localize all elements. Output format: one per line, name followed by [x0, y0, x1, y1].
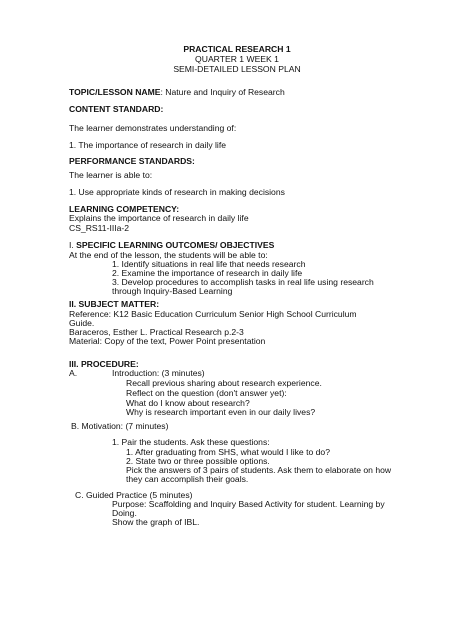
competency-text: Explains the importance of research in daily life [69, 213, 249, 223]
procedure-c-line-3: Show the graph of IBL. [112, 517, 200, 527]
quarter-week: QUARTER 1 WEEK 1 [195, 54, 279, 64]
objective-item-2: 2. Examine the importance of research in daily life [112, 268, 303, 278]
procedure-b-line-1: 1. Pair the students. Ask these questions: [112, 437, 270, 447]
procedure-c-line-2: Doing. [112, 508, 137, 518]
competency-code: CS_RS11-IIIa-2 [69, 223, 130, 233]
procedure-a-line-3: What do I know about research? [126, 398, 250, 408]
plan-type: SEMI-DETAILED LESSON PLAN [173, 64, 301, 74]
objectives-heading-line [69, 240, 274, 250]
subject-matter-line-2: Guide. [69, 318, 95, 328]
procedure-b-title: B. Motivation: (7 minutes) [71, 421, 169, 431]
objectives-intro: At the end of the lesson, the students will be able to: [69, 250, 268, 260]
content-standard-item: 1. The importance of research in daily life [69, 140, 226, 150]
procedure-a-line-1: Recall previous sharing about research experience. [126, 378, 322, 388]
objective-item-3-cont: through Inquiry-Based Learning [112, 286, 233, 296]
procedure-b-line-3: 2. State two or three possible options. [126, 456, 270, 466]
subject-matter-line-1: Reference: K12 Basic Education Curriculum Senior High School Curriculum [69, 309, 357, 319]
performance-standards-item: 1. Use appropriate kinds of research in making decisions [69, 187, 285, 197]
subject-matter-line-3: Baraceros, Esther L. Practical Research p.2-3 [69, 327, 244, 337]
objective-item-1: 1. Identify situations in real life that needs research [112, 259, 306, 269]
topic-label: TOPIC/LESSON NAME [69, 87, 161, 97]
content-standard-intro: The learner demonstrates understanding of: [69, 123, 237, 133]
procedure-b-line-5: they can accomplish their goals. [126, 474, 249, 484]
subject-matter-line-4: Material: Copy of the text, Power Point presentation [69, 336, 266, 346]
performance-standards-heading: PERFORMANCE STANDARDS: [69, 156, 195, 166]
subject-matter-heading: II. SUBJECT MATTER: [69, 299, 160, 309]
topic-line [69, 87, 285, 97]
document-title: PRACTICAL RESEARCH 1 [183, 44, 291, 54]
competency-heading: LEARNING COMPETENCY: [69, 204, 180, 214]
procedure-a-line-2: Reflect on the question (don't answer yet): [126, 388, 287, 398]
procedure-a-letter: A. [69, 368, 78, 378]
procedure-c-line-1: Purpose: Scaffolding and Inquiry Based Activity for student. Learning by [112, 499, 385, 509]
procedure-a-line-4: Why is research important even in our daily lives? [126, 407, 316, 417]
procedure-b-line-4: Pick the answers of 3 pairs of students. Ask them to elaborate on how [126, 465, 392, 475]
content-standard-heading: CONTENT STANDARD: [69, 104, 164, 114]
procedure-c-title: C. Guided Practice (5 minutes) [75, 490, 193, 500]
topic-value: : Nature and Inquiry of Research [160, 87, 285, 97]
procedure-a-title: Introduction: (3 minutes) [112, 368, 205, 378]
objectives-heading: SPECIFIC LEARNING OUTCOMES/ OBJECTIVES [76, 240, 275, 250]
objectives-prefix: I. [69, 240, 74, 250]
objective-item-3: 3. Develop procedures to accomplish tasks in real life using research [112, 277, 374, 287]
procedure-b-line-2: 1. After graduating from SHS, what would I like to do? [126, 447, 330, 457]
performance-standards-intro: The learner is able to: [69, 170, 153, 180]
procedure-heading: III. PROCEDURE: [69, 359, 139, 369]
